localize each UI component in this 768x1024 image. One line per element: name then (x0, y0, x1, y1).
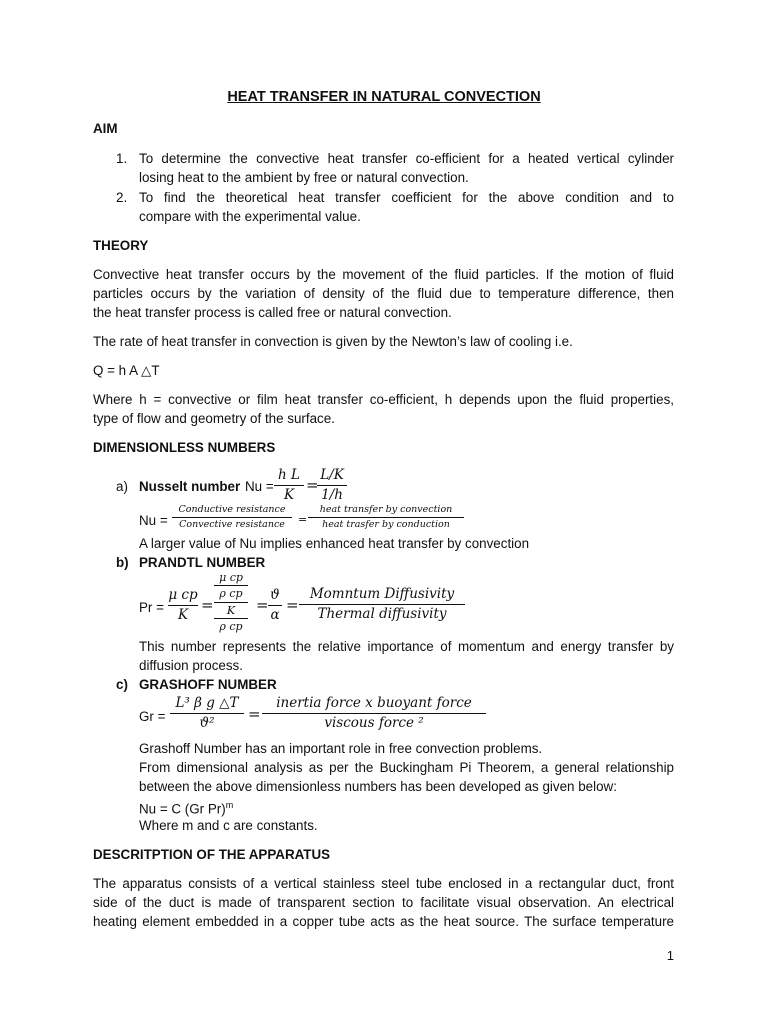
nusselt-equals-2: = (298, 513, 308, 526)
grashoff-fraction-2 (262, 695, 486, 732)
prandtl-f2-top-denominator: ρ cp (219, 587, 243, 600)
nusselt-fraction-3 (172, 504, 292, 531)
theory-p2: The rate of heat transfer in convection is given by the Newton’s law of cooling i.e. (93, 334, 573, 349)
grashoff-lhs: Gr = (139, 709, 166, 724)
prandtl-fraction-3 (268, 587, 282, 624)
nusselt-f3-numerator: Conductive resistance (178, 504, 286, 515)
grashoff-fraction-1 (170, 695, 244, 732)
prandtl-lhs: Pr = (139, 600, 164, 615)
nusselt-relation-exponent: m (225, 800, 234, 810)
prandtl-f1-denominator: K (177, 607, 189, 623)
grashoff-heading: GRASHOFF NUMBER (139, 677, 277, 692)
nusselt-fraction-1 (274, 467, 304, 504)
grashoff-f2-numerator: inertia force x buoyant force (276, 695, 472, 711)
theory-p1-line-2: particles occurs by the variation of density of the fluid due to temperature difference, then (93, 286, 674, 301)
prandtl-f1-numerator: μ cp (168, 587, 198, 603)
nusselt-fraction-2 (317, 467, 347, 504)
grashoff-f1-denominator: ϑ² (199, 715, 215, 731)
aim-item-2-line-2: compare with the experimental value. (139, 209, 361, 224)
prandtl-fraction-1 (168, 587, 198, 624)
prandtl-equals-1: = (201, 596, 214, 614)
prandtl-f4-denominator: Thermal diffusivity (317, 606, 447, 622)
nusselt-f3-denominator: Convective resistance (179, 519, 285, 530)
prandtl-marker: b) (116, 555, 129, 570)
theory-p1-line-1: Convective heat transfer occurs by the movement of the fluid particles. If the motion of fluid (93, 267, 674, 282)
prandtl-note-line-1: This number represents the relative importance of momentum and energy transfer by (139, 639, 674, 654)
theory-p3-line-2: type of flow and geometry of the surface. (93, 411, 335, 426)
apparatus-heading: DESCRITPTION OF THE APPARATUS (93, 847, 331, 862)
nusselt-lhs-2: Nu = (139, 513, 168, 528)
nusselt-lhs: Nu = (245, 479, 274, 494)
grashoff-line-1: Grashoff Number has an important role in free convection problems. (139, 741, 543, 756)
fraction-bar (214, 618, 248, 619)
constants-note: Where m and c are constants. (139, 818, 318, 833)
dimensionless-heading: DIMENSIONLESS NUMBERS (93, 440, 276, 455)
theory-p3-line-1: Where h = convective or film heat transfer co-efficient, h depends upon the fluid properties, (93, 392, 674, 407)
grashoff-marker: c) (116, 677, 128, 692)
page-number: 1 (666, 948, 674, 963)
fraction-bar (168, 605, 198, 606)
fraction-bar (214, 585, 248, 586)
nusselt-f2-numerator: L/K (320, 467, 344, 483)
nusselt-f1-denominator: K (283, 487, 295, 503)
prandtl-note-line-2: diffusion process. (139, 658, 243, 673)
fraction-bar (274, 485, 304, 486)
apparatus-line-3: heating element embedded in a copper tube acts as the heat source. The surface temperature (93, 914, 674, 929)
fraction-bar (299, 604, 465, 605)
apparatus-line-1: The apparatus consists of a vertical stainless steel tube enclosed in a rectangular duct, front (93, 876, 674, 891)
main-fraction-bar (214, 602, 248, 603)
fraction-bar (317, 485, 347, 486)
apparatus-line-2: side of the duct is made of transparent section to facilitate visual observation. An electrical (93, 895, 674, 910)
prandtl-equals-3: = (286, 596, 299, 614)
nusselt-note: A larger value of Nu implies enhanced heat transfer by convection (139, 536, 530, 551)
prandtl-fraction-4 (299, 586, 465, 623)
fraction-bar (268, 605, 282, 606)
grashoff-equals: = (248, 705, 261, 723)
grashoff-f1-numerator: L³ β g △T (175, 695, 239, 711)
aim-item-2-line-1: To find the theoretical heat transfer coefficient for the above condition and to (139, 190, 674, 205)
grashoff-f2-denominator: viscous force ² (324, 715, 424, 731)
prandtl-f3-numerator: ϑ (270, 587, 280, 603)
page-title: HEAT TRANSFER IN NATURAL CONVECTION (227, 89, 541, 105)
prandtl-f2-top-numerator: μ cp (219, 571, 243, 584)
aim-item-2-number: 2. (116, 190, 128, 205)
prandtl-f4-numerator: Momntum Diffusivity (309, 586, 455, 602)
prandtl-heading: PRANDTL NUMBER (139, 555, 266, 570)
grashoff-line-2: From dimensional analysis as per the Buckingham Pi Theorem, a general relationship (139, 760, 674, 775)
theory-heading: THEORY (93, 238, 149, 253)
nusselt-equals: = (306, 476, 319, 494)
grashoff-line-3: between the above dimensionless numbers has been developed as given below: (139, 779, 617, 794)
nusselt-fraction-4 (308, 504, 464, 531)
newton-law-equation: Q = h A △T (93, 363, 160, 378)
fraction-bar (172, 517, 292, 518)
prandtl-f2-bottom-numerator: K (226, 604, 236, 617)
nusselt-marker: a) (116, 479, 128, 494)
nusselt-relation-text: Nu = C (Gr Pr) (139, 801, 226, 817)
nusselt-f2-denominator: 1/h (321, 487, 343, 503)
prandtl-fraction-2 (214, 571, 248, 633)
nusselt-label: Nusselt number (139, 479, 241, 494)
nusselt-f4-numerator: heat transfer by convection (319, 504, 453, 515)
nusselt-f1-numerator: h L (278, 467, 300, 483)
nusselt-f4-denominator: heat trasfer by conduction (322, 519, 450, 530)
theory-p1-line-3: the heat transfer process is called free or natural convection. (93, 305, 452, 320)
aim-item-1-line-1: To determine the convective heat transfer co-efficient for a heated vertical cylinder (139, 151, 674, 166)
fraction-bar (262, 713, 486, 714)
prandtl-f3-denominator: α (270, 607, 280, 623)
fraction-bar (170, 713, 244, 714)
fraction-bar (308, 517, 464, 518)
aim-item-1-line-2: losing heat to the ambient by free or natural convection. (139, 170, 469, 185)
aim-item-1-number: 1. (116, 151, 128, 166)
prandtl-f2-bottom-denominator: ρ cp (219, 620, 243, 633)
prandtl-equals-2: = (256, 596, 269, 614)
aim-heading: AIM (93, 121, 118, 136)
